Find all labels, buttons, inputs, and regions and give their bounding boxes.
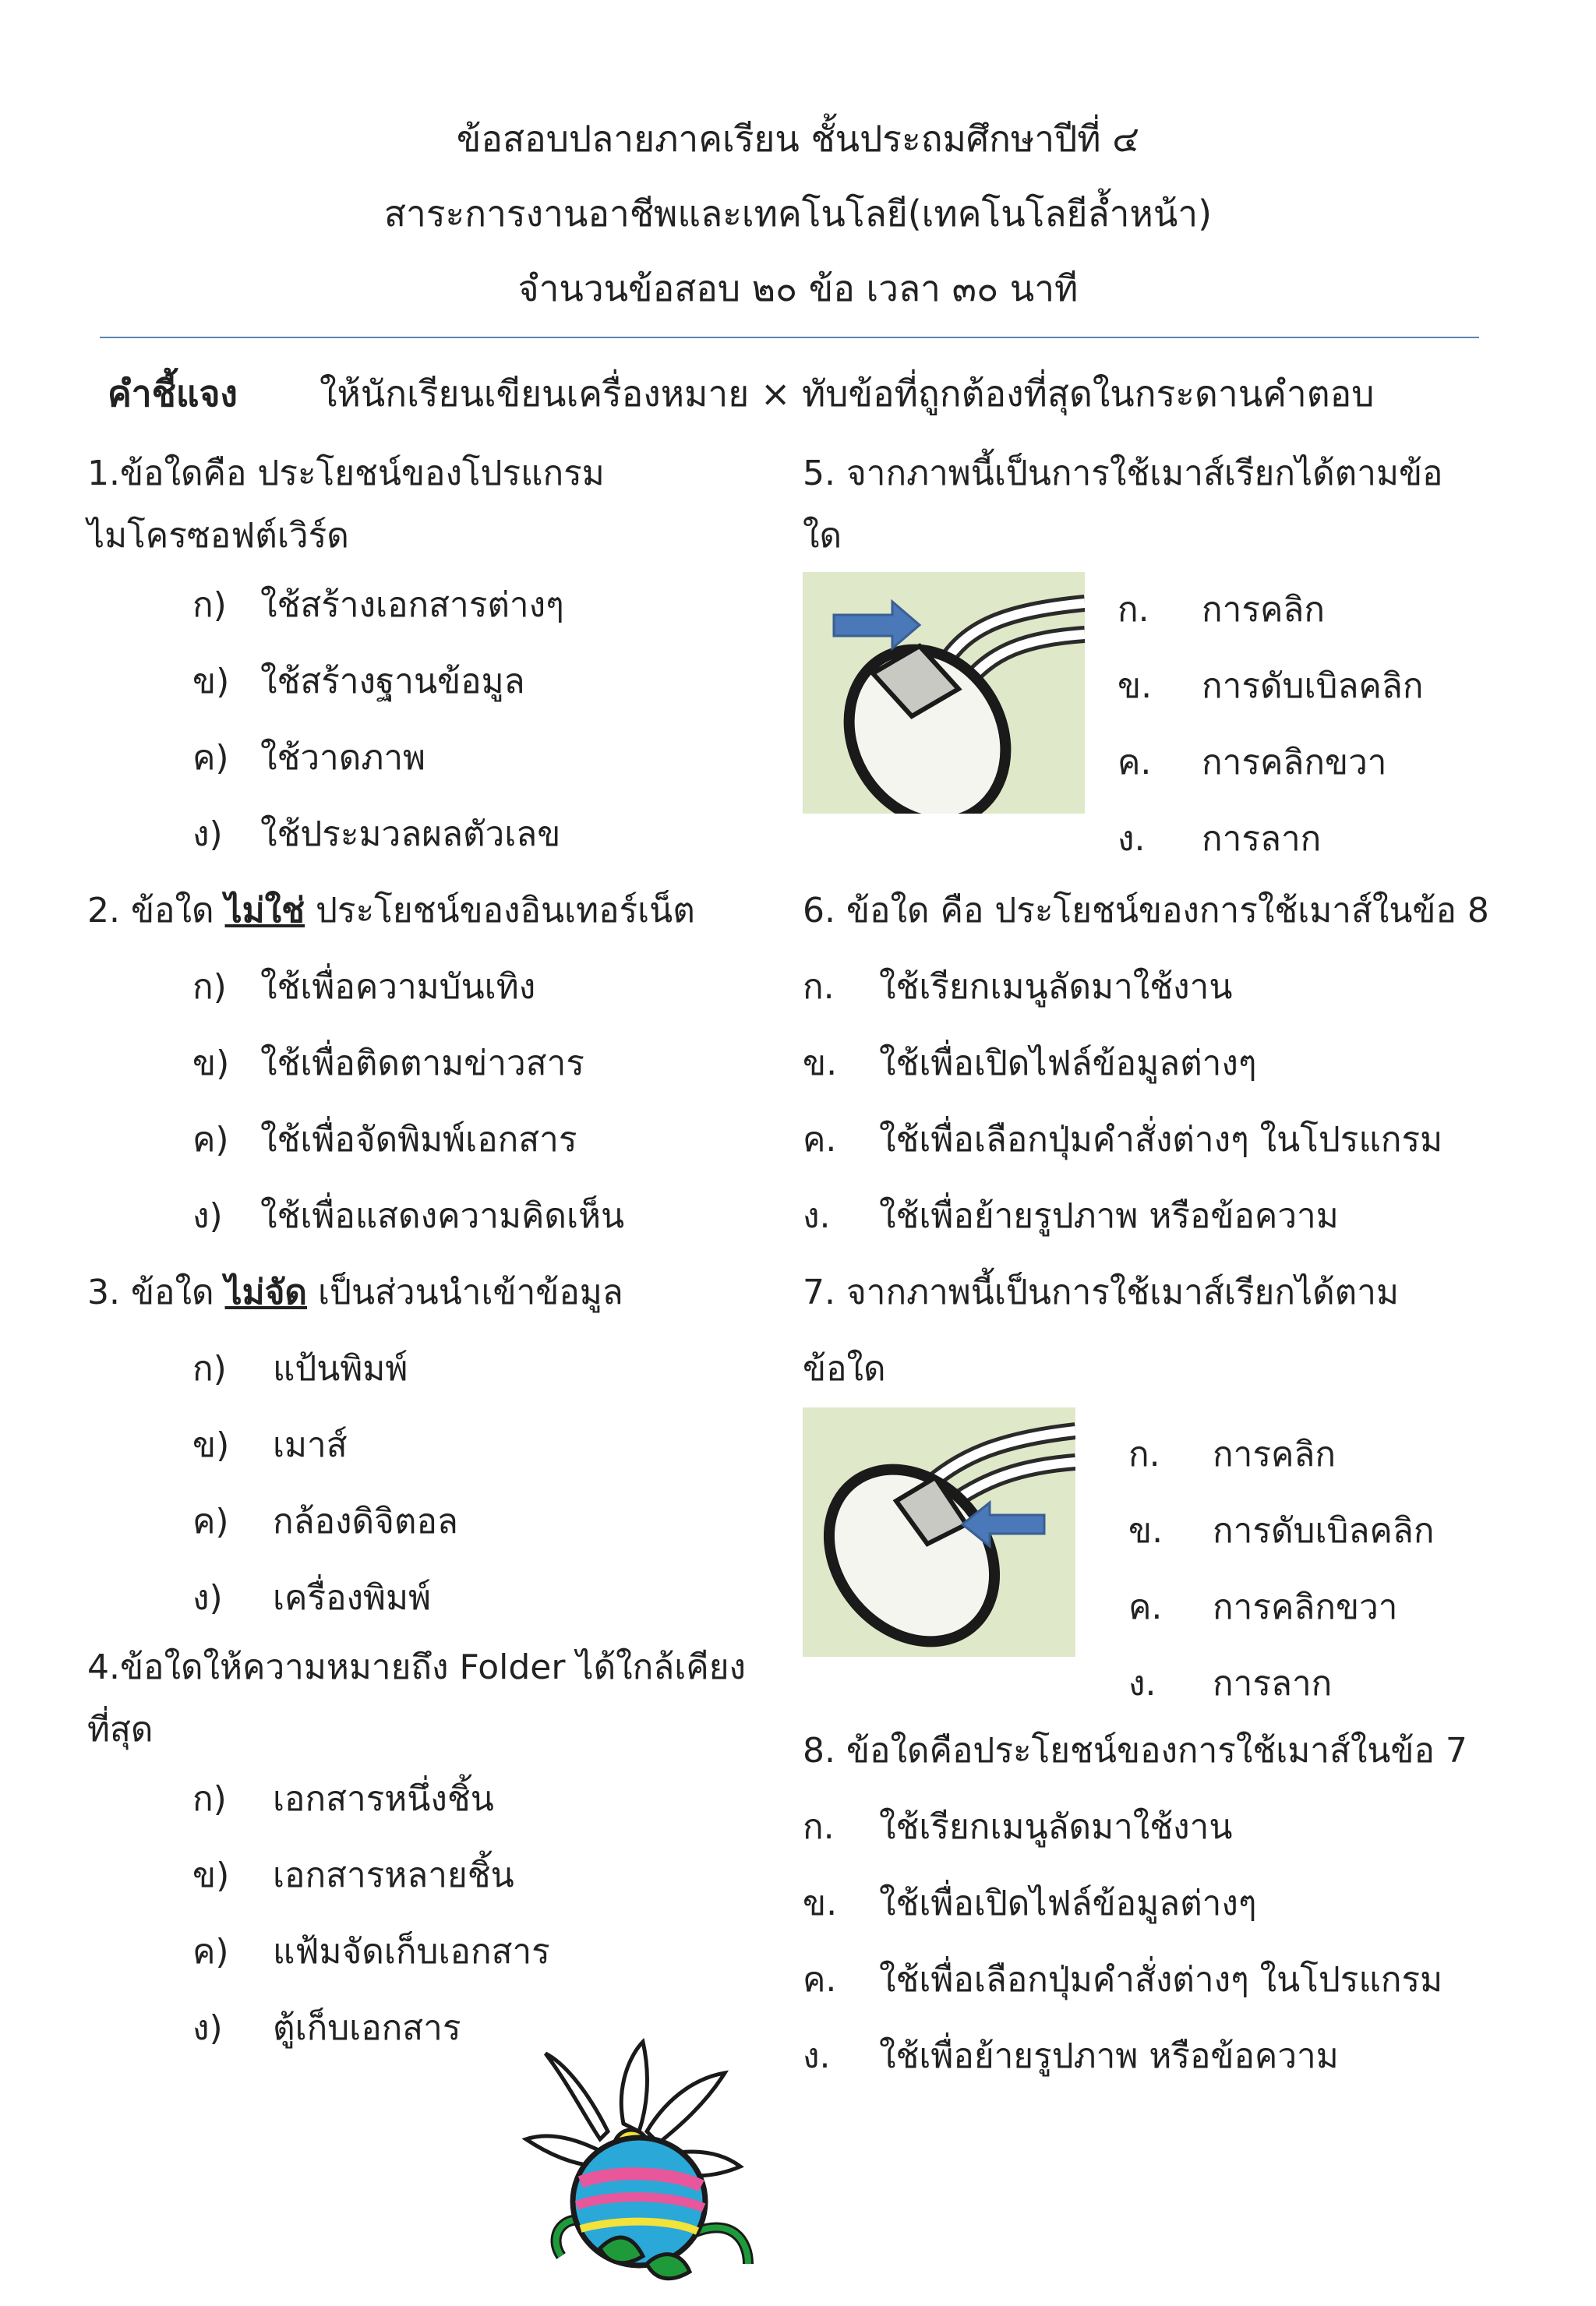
option[interactable] [1128,1417,1518,1493]
option[interactable] [87,796,773,873]
option-marker: ข) [192,1044,230,1083]
question-1-stem [87,443,773,567]
option-text: ใช้เพื่อแสดงความคิดเห็น [260,1196,625,1236]
option[interactable] [1118,725,1507,801]
option[interactable] [87,1178,773,1255]
option-text: ใช้เพื่อจัดพิมพ์เอกสาร [260,1120,577,1160]
option-text: เอกสารหนึ่งชิ้น [273,1779,494,1819]
option[interactable] [87,1331,773,1407]
option-text: ใช้สร้างฐานข้อมูล [260,662,525,701]
question-2-suffix: ประโยชน์ของอินเทอร์เน็ต [305,891,695,931]
option[interactable] [87,1838,773,1914]
option[interactable] [803,1178,1512,1255]
question-6-stem: 6. ข้อใด คือ ประโยชน์ของการใช้เมาส์ในข้อ 8 [803,891,1489,931]
option-marker: ก. [803,1807,835,1847]
option-marker: ง) [192,1578,223,1618]
option[interactable] [803,2018,1512,2095]
option-text: การคลิกขวา [1213,1587,1398,1627]
question-3-prefix: 3. ข้อใด [87,1273,225,1312]
question-7-line-2: ข้อใด [803,1349,886,1389]
option-marker: ข. [1118,666,1153,706]
question-5-line-2: ใด [803,516,842,556]
option[interactable] [1128,1493,1518,1570]
option-marker: ค. [1118,743,1152,782]
option-text: เครื่องพิมพ์ [273,1578,432,1618]
option-text: ใช้เพื่อเปิดไฟล์ข้อมูลต่างๆ [879,1884,1257,1923]
option[interactable] [87,1761,773,1838]
option[interactable] [1118,801,1507,878]
option[interactable] [87,1407,773,1484]
option[interactable] [87,1914,773,1990]
question-2-stem [87,873,773,949]
option-text: เมาส์ [273,1425,348,1465]
option-text: ใช้เพื่อเปิดไฟล์ข้อมูลต่างๆ [879,1044,1257,1083]
option-text: ใช้วาดภาพ [260,738,426,778]
exam-info: จำนวนข้อสอบ ๒๐ ข้อ เวลา ๓๐ นาที [517,267,1079,309]
instruction [108,366,1375,421]
option-marker: ก) [192,1349,227,1389]
option[interactable] [1128,1570,1518,1646]
mouse-right-click-icon [803,1407,1075,1657]
option-marker: ค) [192,1120,229,1160]
question-5-stem [803,443,1512,567]
option[interactable] [803,1102,1512,1178]
option-marker: ก. [803,967,835,1007]
option-text: การคลิกขวา [1202,743,1387,782]
option[interactable] [803,1026,1512,1102]
question-7-options [1128,1417,1518,1722]
option[interactable] [87,644,773,720]
exam-title: ข้อสอบปลายภาคเรียน ชั้นประถมศึกษาปีที่ ๔ [456,118,1140,160]
right-column [803,443,1512,2095]
option-marker: ข. [803,1044,838,1083]
option-marker: ง. [1128,1664,1156,1704]
option-text: กล้องดิจิตอล [273,1502,458,1541]
option[interactable] [1128,1646,1518,1722]
option[interactable] [87,1484,773,1560]
option-marker: ค. [803,1120,837,1160]
option[interactable] [87,720,773,796]
question-1-line-2: ไมโครซอฟต์เวิร์ด [87,516,349,556]
option-text: การคลิก [1213,1435,1336,1474]
question-5-figure-row [803,572,1512,873]
option-marker: ก) [192,585,227,625]
exam-subject: สาระการงานอาชีพและเทคโนโลยี(เทคโนโลยีล้ำหน้า) [383,192,1213,235]
question-8 [803,1713,1512,2095]
option-marker: ง. [803,1196,831,1236]
option-marker: ง) [192,2008,223,2048]
option-marker: ง. [803,2036,831,2076]
option[interactable] [87,1026,773,1102]
header-divider [100,337,1479,338]
question-2-emphasis: ไม่ใช่ [224,891,305,931]
option-text: ใช้เรียกเมนูลัดมาใช้งาน [879,967,1233,1007]
question-2-prefix: 2. ข้อใด [87,891,225,931]
option-marker: ข. [1128,1511,1163,1551]
question-4 [87,1637,773,2067]
question-6 [803,873,1512,1255]
option-text: แฟ้มจัดเก็บเอกสาร [273,1932,550,1972]
option-marker: ค) [192,1502,229,1541]
option-marker: ข) [192,1856,230,1895]
option-text: ใช้เพื่อเลือกปุ่มคำสั่งต่างๆ ในโปรแกรม [879,1960,1443,2000]
option-text: การคลิก [1202,590,1326,630]
option-marker: ข) [192,1425,230,1465]
option-marker: ข) [192,662,230,701]
option-marker: ง) [192,1196,223,1236]
option-text: ใช้สร้างเอกสารต่างๆ [260,585,564,625]
question-7-line-1: 7. จากภาพนี้เป็นการใช้เมาส์เรียกได้ตาม [803,1273,1399,1312]
option-marker: ก. [1118,590,1149,630]
question-1 [87,443,773,873]
question-3-stem [87,1255,773,1331]
question-2 [87,873,773,1255]
question-7-figure-row [803,1407,1512,1713]
exam-header [0,101,1596,326]
flower-easter-egg-icon [514,2038,772,2295]
option-text: การลาก [1202,819,1322,859]
option-marker: ง. [1118,819,1146,859]
option-text: ใช้เรียกเมนูลัดมาใช้งาน [879,1807,1233,1847]
left-column [87,443,773,2067]
option-marker: ค) [192,738,229,778]
option-text: ใช้เพื่อติดตามข่าวสาร [260,1044,584,1083]
option-marker: ค. [803,1960,837,2000]
option-text: ใช้เพื่อย้ายรูปภาพ หรือข้อความ [879,1196,1339,1236]
question-4-stem [87,1637,773,1761]
option-text: ใช้เพื่อเลือกปุ่มคำสั่งต่างๆ ในโปรแกรม [879,1120,1443,1160]
option-text: การดับเบิลคลิก [1202,666,1424,706]
option-text: แป้นพิมพ์ [273,1349,408,1389]
option[interactable] [1118,648,1507,725]
option[interactable] [87,949,773,1026]
question-5-line-1: 5. จากภาพนี้เป็นการใช้เมาส์เรียกได้ตามข้อ [803,454,1443,493]
option-text: ตู้เก็บเอกสาร [273,2008,461,2048]
question-4-line-1: 4.ข้อใดให้ความหมายถึง Folder ได้ใกล้เคียง [87,1647,746,1687]
option-marker: ค) [192,1932,229,1972]
question-4-line-2: ที่สุด [87,1710,154,1750]
option-marker: ก. [1128,1435,1160,1474]
question-1-line-1: 1.ข้อใดคือ ประโยชน์ของโปรแกรม [87,454,605,493]
option-marker: ง) [192,814,223,854]
option-text: การดับเบิลคลิก [1213,1511,1435,1551]
option-text: ใช้เพื่อความบันเทิง [260,967,536,1007]
option-marker: ข. [803,1884,838,1923]
option-text: เอกสารหลายชิ้น [273,1856,514,1895]
question-5-options [1118,572,1507,878]
option[interactable] [1118,572,1507,648]
instruction-label: คำชี้แจง [108,373,238,415]
option-marker: ก) [192,967,227,1007]
option-marker: ก) [192,1779,227,1819]
option[interactable] [803,1942,1512,2018]
option-marker: ค. [1128,1587,1163,1627]
question-7 [803,1255,1512,1713]
option[interactable] [87,567,773,644]
mouse-left-click-icon [803,572,1085,814]
question-8-stem: 8. ข้อใดคือประโยชน์ของการใช้เมาส์ในข้อ 7 [803,1731,1467,1771]
instruction-text: ให้นักเรียนเขียนเครื่องหมาย × ทับข้อที่ถูกต้องที่สุดในกระดานคำตอบ [320,373,1375,415]
option[interactable] [803,1866,1512,1942]
option-text: ใช้เพื่อย้ายรูปภาพ หรือข้อความ [879,2036,1339,2076]
option-text: การลาก [1213,1664,1333,1704]
question-3 [87,1255,773,1637]
question-5 [803,443,1512,873]
question-3-emphasis: ไม่จัด [224,1273,308,1312]
option[interactable] [87,1102,773,1178]
option[interactable] [803,949,1512,1026]
option-text: ใช้ประมวลผลตัวเลข [260,814,561,854]
question-3-suffix: เป็นส่วนนำเข้าข้อมูล [307,1273,623,1312]
option[interactable] [87,1560,773,1637]
option[interactable] [803,1789,1512,1866]
